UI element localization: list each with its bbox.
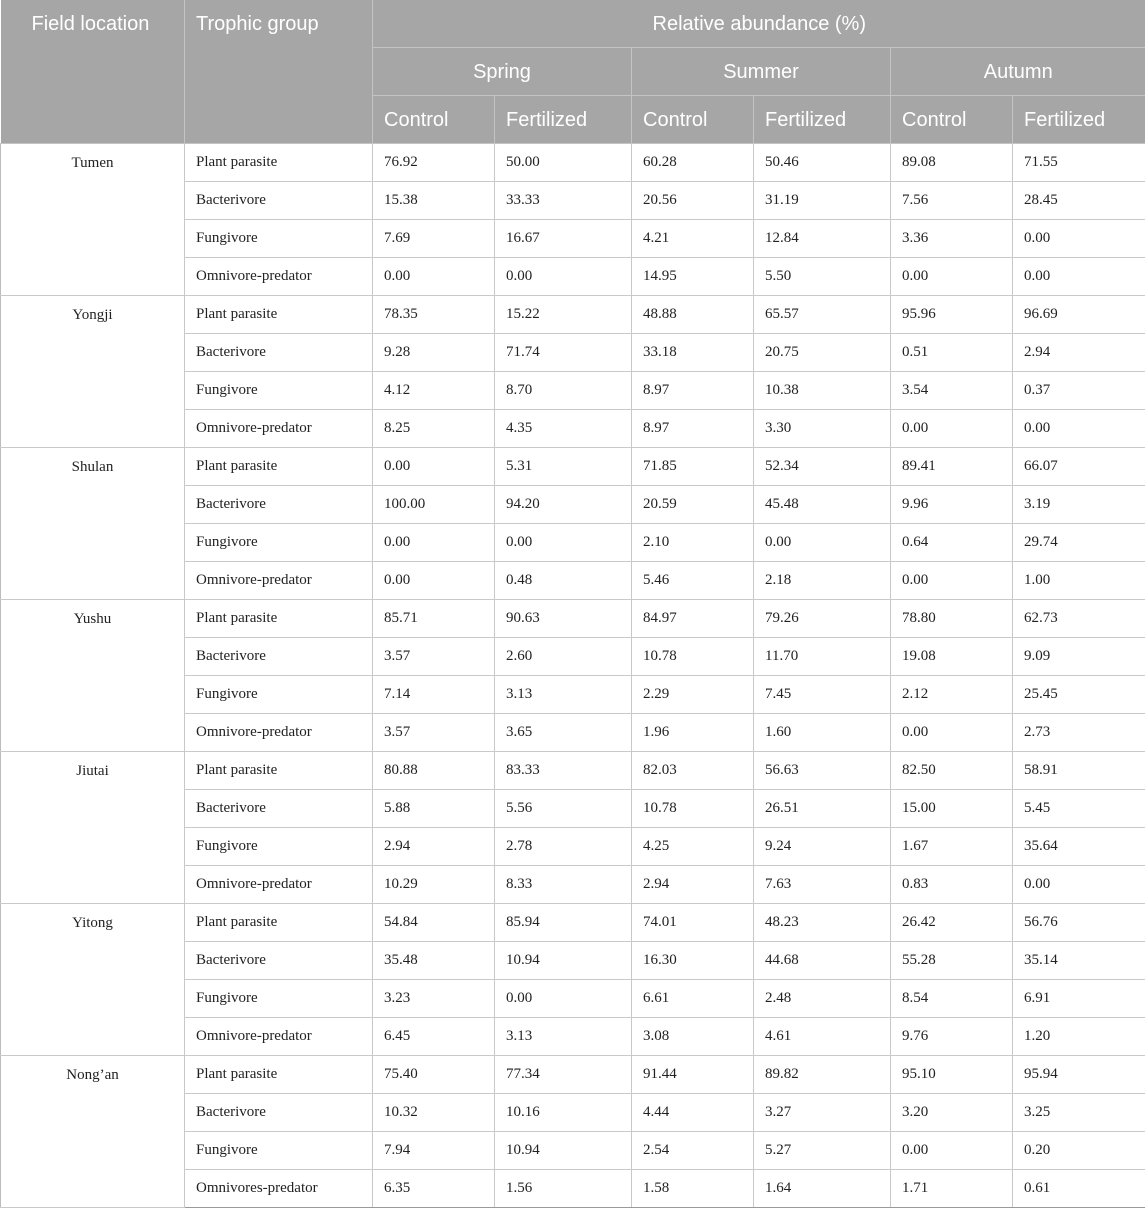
- abundance-value-cell: 19.08: [891, 638, 1013, 676]
- abundance-value-cell: 20.59: [632, 486, 754, 524]
- abundance-value-cell: 1.20: [1013, 1018, 1145, 1056]
- trophic-group-cell: Omnivore-predator: [185, 562, 373, 600]
- trophic-group-cell: Plant parasite: [185, 600, 373, 638]
- treatment-header-spring-fertilized: Fertilized: [495, 96, 632, 144]
- abundance-value-cell: 96.69: [1013, 296, 1145, 334]
- abundance-value-cell: 5.46: [632, 562, 754, 600]
- abundance-value-cell: 7.56: [891, 182, 1013, 220]
- abundance-value-cell: 14.95: [632, 258, 754, 296]
- abundance-value-cell: 2.73: [1013, 714, 1145, 752]
- abundance-value-cell: 54.84: [373, 904, 495, 942]
- abundance-value-cell: 89.41: [891, 448, 1013, 486]
- abundance-value-cell: 35.64: [1013, 828, 1145, 866]
- abundance-value-cell: 79.26: [754, 600, 891, 638]
- abundance-value-cell: 55.28: [891, 942, 1013, 980]
- abundance-value-cell: 48.88: [632, 296, 754, 334]
- abundance-value-cell: 3.13: [495, 1018, 632, 1056]
- abundance-value-cell: 4.61: [754, 1018, 891, 1056]
- abundance-value-cell: 29.74: [1013, 524, 1145, 562]
- abundance-value-cell: 10.16: [495, 1094, 632, 1132]
- abundance-value-cell: 5.88: [373, 790, 495, 828]
- abundance-value-cell: 1.96: [632, 714, 754, 752]
- abundance-value-cell: 8.54: [891, 980, 1013, 1018]
- abundance-value-cell: 3.57: [373, 638, 495, 676]
- abundance-value-cell: 71.55: [1013, 144, 1145, 182]
- abundance-value-cell: 3.27: [754, 1094, 891, 1132]
- abundance-value-cell: 2.18: [754, 562, 891, 600]
- abundance-value-cell: 4.35: [495, 410, 632, 448]
- field-location-cell: Yitong: [1, 904, 185, 1056]
- abundance-value-cell: 0.00: [891, 562, 1013, 600]
- abundance-value-cell: 26.51: [754, 790, 891, 828]
- abundance-value-cell: 20.56: [632, 182, 754, 220]
- field-location-cell: Yushu: [1, 600, 185, 752]
- abundance-value-cell: 10.38: [754, 372, 891, 410]
- abundance-value-cell: 15.00: [891, 790, 1013, 828]
- trophic-group-cell: Fungivore: [185, 1132, 373, 1170]
- abundance-value-cell: 71.74: [495, 334, 632, 372]
- abundance-value-cell: 9.24: [754, 828, 891, 866]
- trophic-group-cell: Fungivore: [185, 980, 373, 1018]
- abundance-value-cell: 5.50: [754, 258, 891, 296]
- abundance-value-cell: 16.67: [495, 220, 632, 258]
- abundance-value-cell: 0.20: [1013, 1132, 1145, 1170]
- abundance-value-cell: 0.00: [1013, 258, 1145, 296]
- abundance-value-cell: 0.00: [495, 980, 632, 1018]
- abundance-value-cell: 52.34: [754, 448, 891, 486]
- trophic-group-cell: Plant parasite: [185, 904, 373, 942]
- abundance-value-cell: 89.08: [891, 144, 1013, 182]
- abundance-value-cell: 35.48: [373, 942, 495, 980]
- trophic-group-cell: Bacterivore: [185, 638, 373, 676]
- abundance-value-cell: 7.45: [754, 676, 891, 714]
- abundance-value-cell: 84.97: [632, 600, 754, 638]
- abundance-value-cell: 7.14: [373, 676, 495, 714]
- table-row: [1, 1056, 1145, 1094]
- abundance-value-cell: 9.09: [1013, 638, 1145, 676]
- abundance-value-cell: 48.23: [754, 904, 891, 942]
- abundance-value-cell: 6.45: [373, 1018, 495, 1056]
- abundance-value-cell: 0.00: [373, 258, 495, 296]
- abundance-value-cell: 0.00: [373, 524, 495, 562]
- abundance-value-cell: 6.91: [1013, 980, 1145, 1018]
- abundance-value-cell: 0.00: [495, 258, 632, 296]
- season-header-autumn: Autumn: [891, 48, 1145, 96]
- trophic-group-cell: Bacterivore: [185, 486, 373, 524]
- trophic-group-cell: Plant parasite: [185, 448, 373, 486]
- abundance-value-cell: 95.94: [1013, 1056, 1145, 1094]
- abundance-value-cell: 78.35: [373, 296, 495, 334]
- abundance-value-cell: 4.21: [632, 220, 754, 258]
- abundance-value-cell: 0.64: [891, 524, 1013, 562]
- abundance-value-cell: 9.76: [891, 1018, 1013, 1056]
- table-row: [1, 600, 1145, 638]
- abundance-value-cell: 83.33: [495, 752, 632, 790]
- abundance-value-cell: 85.71: [373, 600, 495, 638]
- abundance-value-cell: 10.78: [632, 638, 754, 676]
- abundance-value-cell: 2.94: [1013, 334, 1145, 372]
- abundance-value-cell: 76.92: [373, 144, 495, 182]
- abundance-value-cell: 2.29: [632, 676, 754, 714]
- abundance-value-cell: 66.07: [1013, 448, 1145, 486]
- abundance-value-cell: 0.83: [891, 866, 1013, 904]
- abundance-value-cell: 5.45: [1013, 790, 1145, 828]
- abundance-value-cell: 8.70: [495, 372, 632, 410]
- trophic-group-cell: Fungivore: [185, 828, 373, 866]
- abundance-value-cell: 35.14: [1013, 942, 1145, 980]
- abundance-value-cell: 10.29: [373, 866, 495, 904]
- treatment-header-autumn-fertilized: Fertilized: [1013, 96, 1145, 144]
- field-location-cell: Jiutai: [1, 752, 185, 904]
- abundance-value-cell: 0.00: [891, 258, 1013, 296]
- abundance-value-cell: 2.78: [495, 828, 632, 866]
- abundance-value-cell: 31.19: [754, 182, 891, 220]
- trophic-group-cell: Bacterivore: [185, 182, 373, 220]
- abundance-value-cell: 71.85: [632, 448, 754, 486]
- trophic-group-cell: Omnivores-predator: [185, 1170, 373, 1208]
- treatment-header-spring-control: Control: [373, 96, 495, 144]
- abundance-value-cell: 1.00: [1013, 562, 1145, 600]
- trophic-group-cell: Fungivore: [185, 372, 373, 410]
- abundance-value-cell: 20.75: [754, 334, 891, 372]
- treatment-header-summer-fertilized: Fertilized: [754, 96, 891, 144]
- abundance-value-cell: 1.60: [754, 714, 891, 752]
- abundance-value-cell: 0.37: [1013, 372, 1145, 410]
- abundance-value-cell: 2.12: [891, 676, 1013, 714]
- abundance-value-cell: 3.19: [1013, 486, 1145, 524]
- abundance-value-cell: 77.34: [495, 1056, 632, 1094]
- trophic-group-cell: Bacterivore: [185, 334, 373, 372]
- abundance-value-cell: 4.25: [632, 828, 754, 866]
- abundance-value-cell: 8.97: [632, 372, 754, 410]
- abundance-value-cell: 5.31: [495, 448, 632, 486]
- abundance-value-cell: 4.12: [373, 372, 495, 410]
- abundance-value-cell: 0.00: [1013, 220, 1145, 258]
- trophic-group-cell: Omnivore-predator: [185, 1018, 373, 1056]
- abundance-value-cell: 82.03: [632, 752, 754, 790]
- field-location-cell: Shulan: [1, 448, 185, 600]
- abundance-value-cell: 85.94: [495, 904, 632, 942]
- trophic-group-cell: Plant parasite: [185, 296, 373, 334]
- abundance-value-cell: 80.88: [373, 752, 495, 790]
- abundance-value-cell: 95.96: [891, 296, 1013, 334]
- abundance-value-cell: 89.82: [754, 1056, 891, 1094]
- abundance-value-cell: 0.00: [1013, 410, 1145, 448]
- abundance-value-cell: 1.71: [891, 1170, 1013, 1208]
- abundance-value-cell: 0.00: [754, 524, 891, 562]
- abundance-value-cell: 9.96: [891, 486, 1013, 524]
- abundance-value-cell: 0.00: [891, 714, 1013, 752]
- abundance-value-cell: 2.94: [373, 828, 495, 866]
- abundance-value-cell: 5.27: [754, 1132, 891, 1170]
- abundance-value-cell: 28.45: [1013, 182, 1145, 220]
- trophic-group-cell: Omnivore-predator: [185, 410, 373, 448]
- table-row: [1, 296, 1145, 334]
- abundance-value-cell: 58.91: [1013, 752, 1145, 790]
- abundance-value-cell: 33.18: [632, 334, 754, 372]
- abundance-value-cell: 3.30: [754, 410, 891, 448]
- abundance-value-cell: 9.28: [373, 334, 495, 372]
- abundance-value-cell: 6.35: [373, 1170, 495, 1208]
- trophic-group-cell: Omnivore-predator: [185, 714, 373, 752]
- abundance-value-cell: 26.42: [891, 904, 1013, 942]
- abundance-value-cell: 50.00: [495, 144, 632, 182]
- trophic-group-cell: Plant parasite: [185, 144, 373, 182]
- abundance-value-cell: 3.08: [632, 1018, 754, 1056]
- abundance-value-cell: 10.94: [495, 1132, 632, 1170]
- abundance-value-cell: 7.69: [373, 220, 495, 258]
- trophic-group-header: Trophic group: [185, 0, 373, 144]
- abundance-value-cell: 2.48: [754, 980, 891, 1018]
- abundance-value-cell: 3.57: [373, 714, 495, 752]
- trophic-group-cell: Bacterivore: [185, 1094, 373, 1132]
- abundance-value-cell: 82.50: [891, 752, 1013, 790]
- abundance-value-cell: 0.00: [891, 1132, 1013, 1170]
- field-location-cell: Yongji: [1, 296, 185, 448]
- abundance-value-cell: 11.70: [754, 638, 891, 676]
- abundance-value-cell: 3.36: [891, 220, 1013, 258]
- treatment-header-autumn-control: Control: [891, 96, 1013, 144]
- abundance-value-cell: 2.60: [495, 638, 632, 676]
- abundance-value-cell: 0.00: [495, 524, 632, 562]
- abundance-value-cell: 3.23: [373, 980, 495, 1018]
- abundance-value-cell: 3.13: [495, 676, 632, 714]
- abundance-value-cell: 4.44: [632, 1094, 754, 1132]
- abundance-value-cell: 1.67: [891, 828, 1013, 866]
- abundance-value-cell: 95.10: [891, 1056, 1013, 1094]
- abundance-value-cell: 65.57: [754, 296, 891, 334]
- abundance-value-cell: 10.32: [373, 1094, 495, 1132]
- table-row: [1, 144, 1145, 182]
- abundance-value-cell: 8.25: [373, 410, 495, 448]
- abundance-value-cell: 8.33: [495, 866, 632, 904]
- abundance-value-cell: 15.22: [495, 296, 632, 334]
- field-location-header: Field location: [1, 0, 185, 144]
- abundance-value-cell: 3.25: [1013, 1094, 1145, 1132]
- table-header: [1, 0, 1145, 144]
- abundance-value-cell: 7.94: [373, 1132, 495, 1170]
- trophic-group-cell: Bacterivore: [185, 790, 373, 828]
- abundance-value-cell: 44.68: [754, 942, 891, 980]
- abundance-value-cell: 3.65: [495, 714, 632, 752]
- abundance-value-cell: 0.48: [495, 562, 632, 600]
- abundance-value-cell: 0.51: [891, 334, 1013, 372]
- abundance-value-cell: 90.63: [495, 600, 632, 638]
- abundance-value-cell: 0.61: [1013, 1170, 1145, 1208]
- trophic-group-cell: Omnivore-predator: [185, 866, 373, 904]
- abundance-value-cell: 91.44: [632, 1056, 754, 1094]
- abundance-value-cell: 94.20: [495, 486, 632, 524]
- abundance-value-cell: 12.84: [754, 220, 891, 258]
- field-location-cell: Tumen: [1, 144, 185, 296]
- abundance-value-cell: 3.20: [891, 1094, 1013, 1132]
- abundance-value-cell: 78.80: [891, 600, 1013, 638]
- abundance-value-cell: 7.63: [754, 866, 891, 904]
- trophic-group-cell: Fungivore: [185, 524, 373, 562]
- abundance-value-cell: 2.10: [632, 524, 754, 562]
- table-row: [1, 752, 1145, 790]
- abundance-value-cell: 25.45: [1013, 676, 1145, 714]
- trophic-group-cell: Plant parasite: [185, 752, 373, 790]
- abundance-value-cell: 62.73: [1013, 600, 1145, 638]
- field-location-cell: Nong’an: [1, 1056, 185, 1208]
- abundance-value-cell: 1.56: [495, 1170, 632, 1208]
- abundance-value-cell: 33.33: [495, 182, 632, 220]
- abundance-value-cell: 8.97: [632, 410, 754, 448]
- trophic-group-cell: Omnivore-predator: [185, 258, 373, 296]
- abundance-value-cell: 60.28: [632, 144, 754, 182]
- abundance-value-cell: 15.38: [373, 182, 495, 220]
- relative-abundance-header: Relative abundance (%): [373, 0, 1145, 48]
- season-header-spring: Spring: [373, 48, 632, 96]
- abundance-value-cell: 2.94: [632, 866, 754, 904]
- table-row: [1, 448, 1145, 486]
- abundance-value-cell: 6.61: [632, 980, 754, 1018]
- table-row: [1, 904, 1145, 942]
- abundance-value-cell: 45.48: [754, 486, 891, 524]
- abundance-value-cell: 10.78: [632, 790, 754, 828]
- abundance-value-cell: 1.64: [754, 1170, 891, 1208]
- trophic-group-cell: Fungivore: [185, 220, 373, 258]
- season-header-summer: Summer: [632, 48, 891, 96]
- abundance-value-cell: 0.00: [891, 410, 1013, 448]
- table-body: [1, 144, 1145, 1208]
- abundance-value-cell: 3.54: [891, 372, 1013, 410]
- abundance-value-cell: 0.00: [1013, 866, 1145, 904]
- abundance-value-cell: 0.00: [373, 448, 495, 486]
- abundance-value-cell: 0.00: [373, 562, 495, 600]
- trophic-group-cell: Bacterivore: [185, 942, 373, 980]
- treatment-header-summer-control: Control: [632, 96, 754, 144]
- abundance-value-cell: 2.54: [632, 1132, 754, 1170]
- trophic-group-cell: Plant parasite: [185, 1056, 373, 1094]
- abundance-value-cell: 74.01: [632, 904, 754, 942]
- trophic-group-cell: Fungivore: [185, 676, 373, 714]
- abundance-value-cell: 50.46: [754, 144, 891, 182]
- abundance-value-cell: 1.58: [632, 1170, 754, 1208]
- abundance-value-cell: 10.94: [495, 942, 632, 980]
- abundance-value-cell: 5.56: [495, 790, 632, 828]
- abundance-value-cell: 100.00: [373, 486, 495, 524]
- abundance-value-cell: 16.30: [632, 942, 754, 980]
- abundance-value-cell: 56.76: [1013, 904, 1145, 942]
- abundance-value-cell: 56.63: [754, 752, 891, 790]
- abundance-value-cell: 75.40: [373, 1056, 495, 1094]
